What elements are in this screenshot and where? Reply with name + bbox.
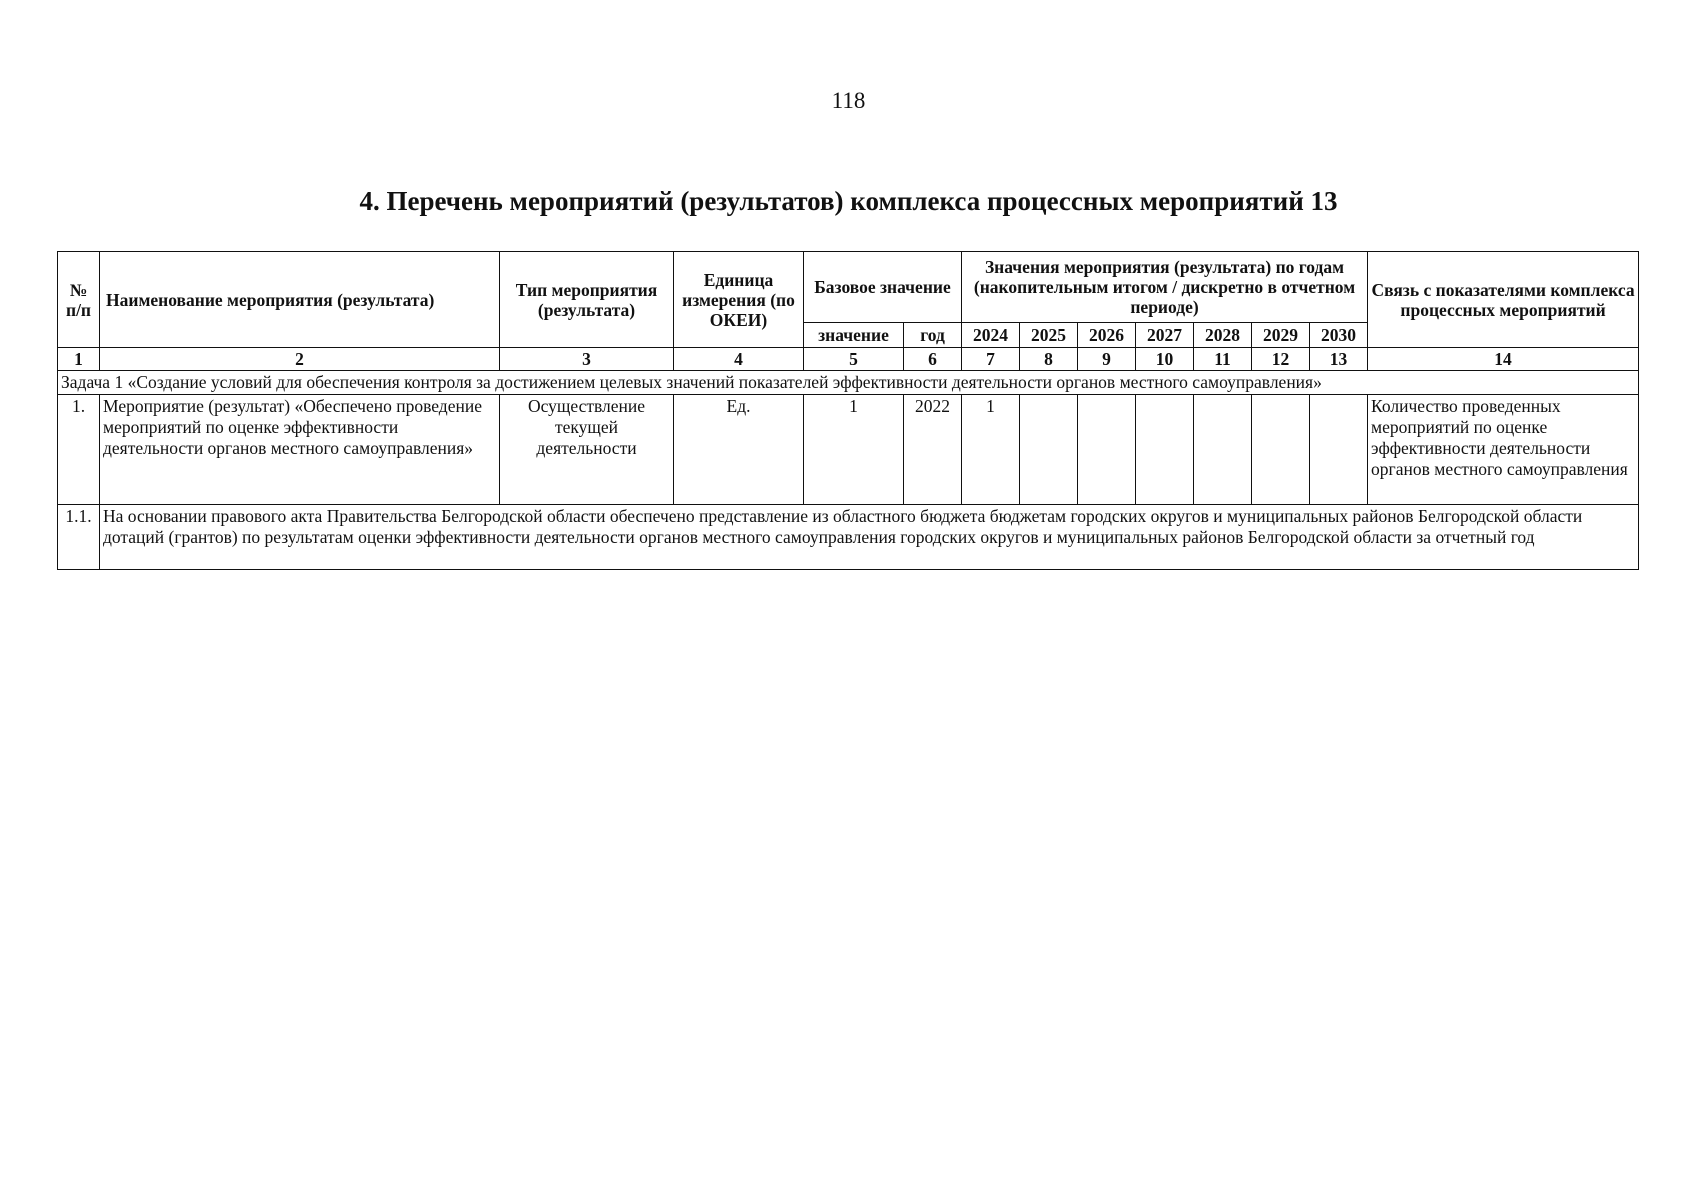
column-number: 5 (804, 348, 904, 371)
header-base: Базовое значение (804, 252, 962, 323)
header-year: 2028 (1194, 323, 1252, 348)
column-number: 4 (674, 348, 804, 371)
header-base-year: год (904, 323, 962, 348)
header-name: Наименование мероприятия (результата) (100, 252, 500, 348)
task-row (58, 371, 1639, 395)
row-name: Мероприятие (результат) «Обеспечено проведение мероприятий по оценке эффективности деятельности органов местного самоуправления» (100, 395, 500, 505)
row-base-year: 2022 (904, 395, 962, 505)
row-year-value (1078, 395, 1136, 505)
table-row (58, 395, 1639, 505)
header-unit: Единица измерения (по ОКЕИ) (674, 252, 804, 348)
header-values: Значения мероприятия (результата) по годам (накопительным итогом / дискретно в отчетном периоде) (962, 252, 1368, 323)
column-number-row (58, 348, 1639, 371)
column-number: 6 (904, 348, 962, 371)
row-num: 1. (58, 395, 100, 505)
row-unit: Ед. (674, 395, 804, 505)
page-number: 118 (831, 88, 866, 113)
row-year-value (1136, 395, 1194, 505)
header-year: 2025 (1020, 323, 1078, 348)
header-num: № п/п (58, 252, 100, 348)
row-text: На основании правового акта Правительства Белгородской области обеспечено представление из областного бюджета бюджетам городских округов и муниципальных районов Белгородской области дотаций (грантов) по результатам оценки эффективности деятельности органов местного самоуправления городских округов и муниципальных районов Белгородской области за отчетный год (100, 505, 1639, 570)
header-year: 2030 (1310, 323, 1368, 348)
column-number: 11 (1194, 348, 1252, 371)
header-year: 2029 (1252, 323, 1310, 348)
column-number: 12 (1252, 348, 1310, 371)
column-number: 10 (1136, 348, 1194, 371)
header-year: 2027 (1136, 323, 1194, 348)
column-number: 1 (58, 348, 100, 371)
row-year-value (1252, 395, 1310, 505)
column-number: 13 (1310, 348, 1368, 371)
table-row (58, 505, 1639, 570)
row-base-value: 1 (804, 395, 904, 505)
page-title: 4. Перечень мероприятий (результатов) комплекса процессных мероприятий 13 (359, 186, 1338, 216)
row-year-value (1310, 395, 1368, 505)
header-base-value: значение (804, 323, 904, 348)
column-number: 7 (962, 348, 1020, 371)
column-number: 2 (100, 348, 500, 371)
row-num: 1.1. (58, 505, 100, 570)
row-year-value: 1 (962, 395, 1020, 505)
activities-table (57, 251, 1639, 570)
header-link: Связь с показателями комплекса процессных мероприятий (1368, 252, 1639, 348)
column-number: 3 (500, 348, 674, 371)
row-type: Осуществление текущей деятельности (500, 395, 674, 505)
row-link: Количество проведенных мероприятий по оценке эффективности деятельности органов местного самоуправления (1368, 395, 1639, 505)
header-year: 2026 (1078, 323, 1136, 348)
column-number: 9 (1078, 348, 1136, 371)
row-year-value (1020, 395, 1078, 505)
task-text: Задача 1 «Создание условий для обеспечения контроля за достижением целевых значений показателей эффективности деятельности органов местного самоуправления» (58, 371, 1639, 395)
header-type: Тип мероприятия (результата) (500, 252, 674, 348)
header-year: 2024 (962, 323, 1020, 348)
row-year-value (1194, 395, 1252, 505)
column-number: 14 (1368, 348, 1639, 371)
column-number: 8 (1020, 348, 1078, 371)
